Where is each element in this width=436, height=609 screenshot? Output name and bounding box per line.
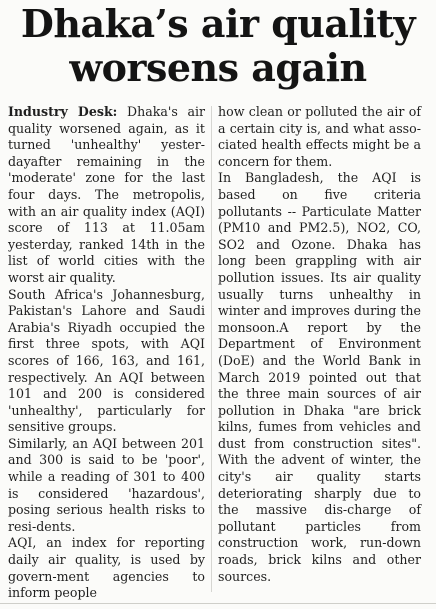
- article-column-right: [218, 104, 421, 585]
- lead-text: Dhaka's air quality worsened again, as it turned 'unhealthy' yester-dayafter remaining in the 'moderate' zone for the last four days. The metropolis, with an air quality index (AQI) score of 113 at 11.05am yesterday, ranked 14th in the list of world cities with the worst air quality.: [8, 104, 206, 285]
- headline-line-2: worsens again: [69, 45, 367, 90]
- article-paragraph: how clean or polluted the air of a certain city is, and what asso-ciated health effects might be a concern for them.: [218, 104, 421, 169]
- article-column-left: [8, 104, 205, 602]
- byline: Industry Desk:: [8, 104, 118, 119]
- article-paragraph: [8, 104, 205, 287]
- article-paragraph: Similarly, an AQI between 201 and 300 is said to be 'poor', while a reading of 301 to 400 is considered 'hazardous', posing serious health risks to resi-dents.: [8, 435, 205, 534]
- column-divider: [211, 106, 212, 592]
- article-paragraph: South Africa's Johannesburg, Pakistan's Lahore and Saudi Arabia's Riyadh occupied the first three spots, with AQI scores of 166, 163, and 161, respectively. An AQI between 101 and 200 is considered 'unhealthy', particularly for sensitive groups.: [8, 286, 205, 435]
- headline: [6, 2, 430, 90]
- bottom-rule: [0, 603, 436, 604]
- article-paragraph: AQI, an index for reporting daily air quality, is used by govern-ment agencies to inform people: [8, 535, 205, 601]
- article-paragraph: In Bangladesh, the AQI is based on five criteria pollutants -- Particulate Matter (PM10 and PM2.5), NO2, CO, SO2 and Ozone. Dhaka has long been grappling with air pollution issues. Its air quality usually turns unhealthy in winter and improves during the monsoon.A report by the Department of Environment (DoE) and the World Bank in March 2019 pointed out that the three main sources of air pollution in Dhaka "are brick kilns, fumes from vehicles and dust from construction sites". With the advent of winter, the city's air quality starts deteriorating sharply due to the massive dis-charge of pollutant particles from construction work, run-down roads, brick kilns and other sources.: [218, 170, 421, 584]
- headline-line-1: Dhaka’s air quality: [20, 1, 416, 46]
